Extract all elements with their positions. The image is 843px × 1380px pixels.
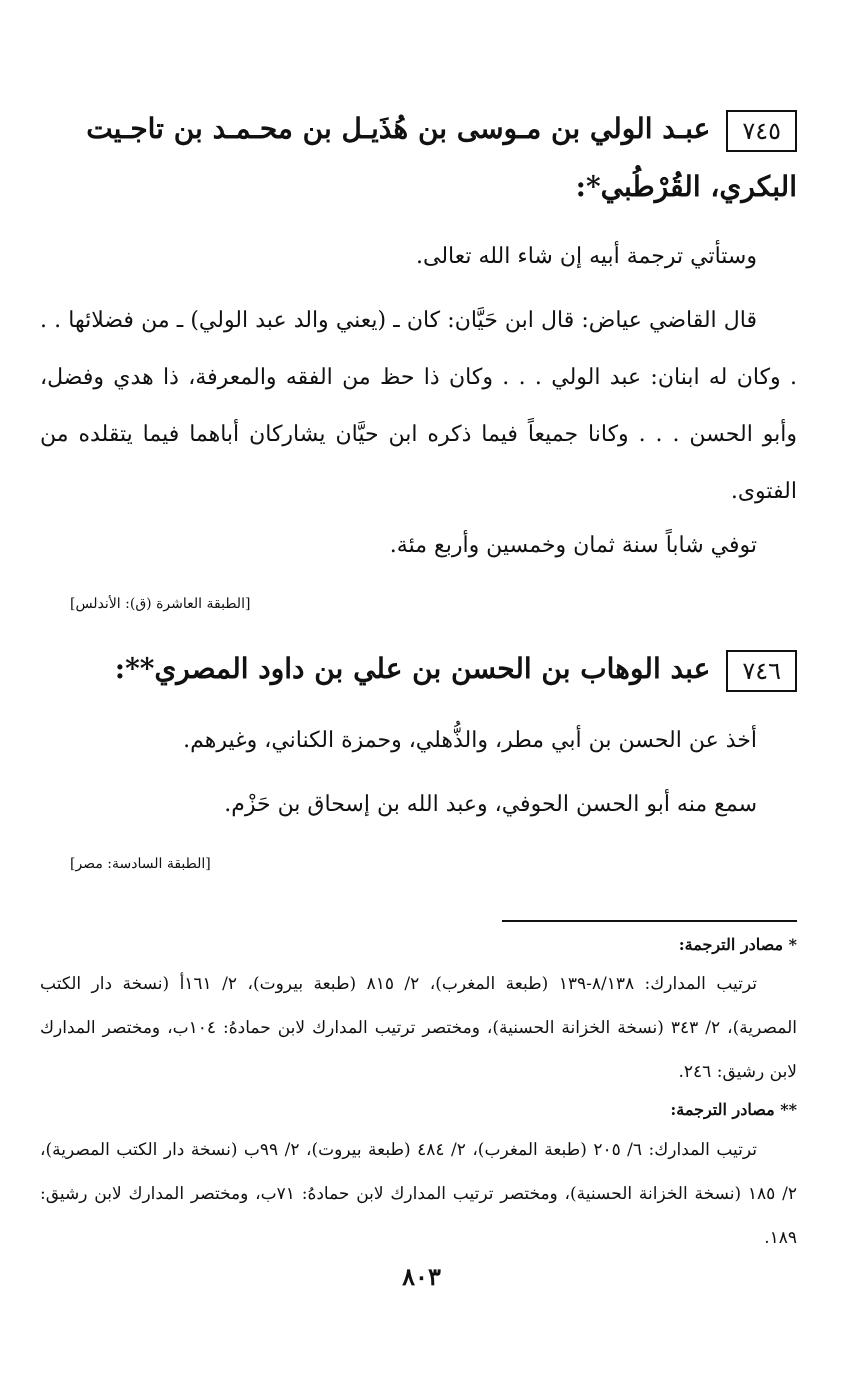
page-number: ٨٠٣ [402, 1262, 441, 1291]
entry-745-paragraph-2: قال القاضي عياض: قال ابن حَيَّان: كان ـ (يعني والد عبد الولي) ـ من فضلائها . . . وكان له ابنان: عبد الولي . . . وكان ذا حظ من الفقه والمعرفة، ذا هدي وفضل، وأبو الحسن . . . وكانا جميعاً فيما ذكره ابن حيَّان يشاركان أباهما فيما يتقلده من الفتوى. [40, 308, 797, 504]
entry-number-box: ٧٤٦ [726, 650, 797, 692]
entry-746-heading [40, 640, 797, 698]
entry-number-box: ٧٤٥ [726, 110, 797, 152]
entry-746-line-2: سمع منه أبو الحسن الحوفي، وعبد الله بن إسحاق بن حَزْم. [224, 792, 757, 817]
entry-745-tabaqa-tag: [الطبقة العاشرة (ق): الأندلس] [70, 596, 251, 612]
entry-745-title-line1: عبـد الولي بن مـوسى بن هُذَيـل بن محـمـد بن تاجـيت [86, 112, 711, 145]
entry-745-paragraph-3: توفي شاباً سنة ثمان وخمسين وأربع مئة. [389, 533, 757, 558]
footnote-separator [502, 920, 797, 922]
entry-746-tabaqa-tag: [الطبقة السادسة: مصر] [70, 856, 211, 872]
entry-745-heading [40, 100, 797, 216]
footnote-2-heading: ** مصادر الترجمة: [670, 1100, 797, 1119]
entry-745-paragraph-1: وستأتي ترجمة أبيه إن شاء الله تعالى. [416, 244, 757, 269]
footnote-1-text: ترتيب المدارك: ٨/١٣٨-١٣٩ (طبعة المغرب)، ٢/ ٨١٥ (طبعة بيروت)، ٢/ ١٦١أ (نسخة دار الكتب المصرية)، ٢/ ٣٤٣ (نسخة الخزانة الحسنية)، ومختصر ترتيب المدارك لابن حمادهُ: ١٠٤ب، ومختصر المدارك لابن رشيق: ٢٤٦. [40, 974, 797, 1082]
footnote-2-text: ترتيب المدارك: ٦/ ٢٠٥ (طبعة المغرب)، ٢/ ٤٨٤ (طبعة بيروت)، ٢/ ٩٩ب (نسخة دار الكتب المصرية)، ٢/ ١٨٥ (نسخة الخزانة الحسنية)، ومختصر ترتيب المدارك لابن حمادهُ: ٧١ب، ومختصر المدارك لابن رشيق: ١٨٩. [40, 1140, 797, 1248]
entry-746-title: عبد الوهاب بن الحسن بن علي بن داود المصري**: [114, 652, 711, 685]
entry-746-line-1: أخذ عن الحسن بن أبي مطر، والذُّهلي، وحمزة الكناني، وغيرهم. [183, 728, 757, 753]
footnote-1-heading: * مصادر الترجمة: [678, 935, 797, 954]
entry-745-title-line2: البكري، القُرْطُبي*: [575, 170, 797, 203]
